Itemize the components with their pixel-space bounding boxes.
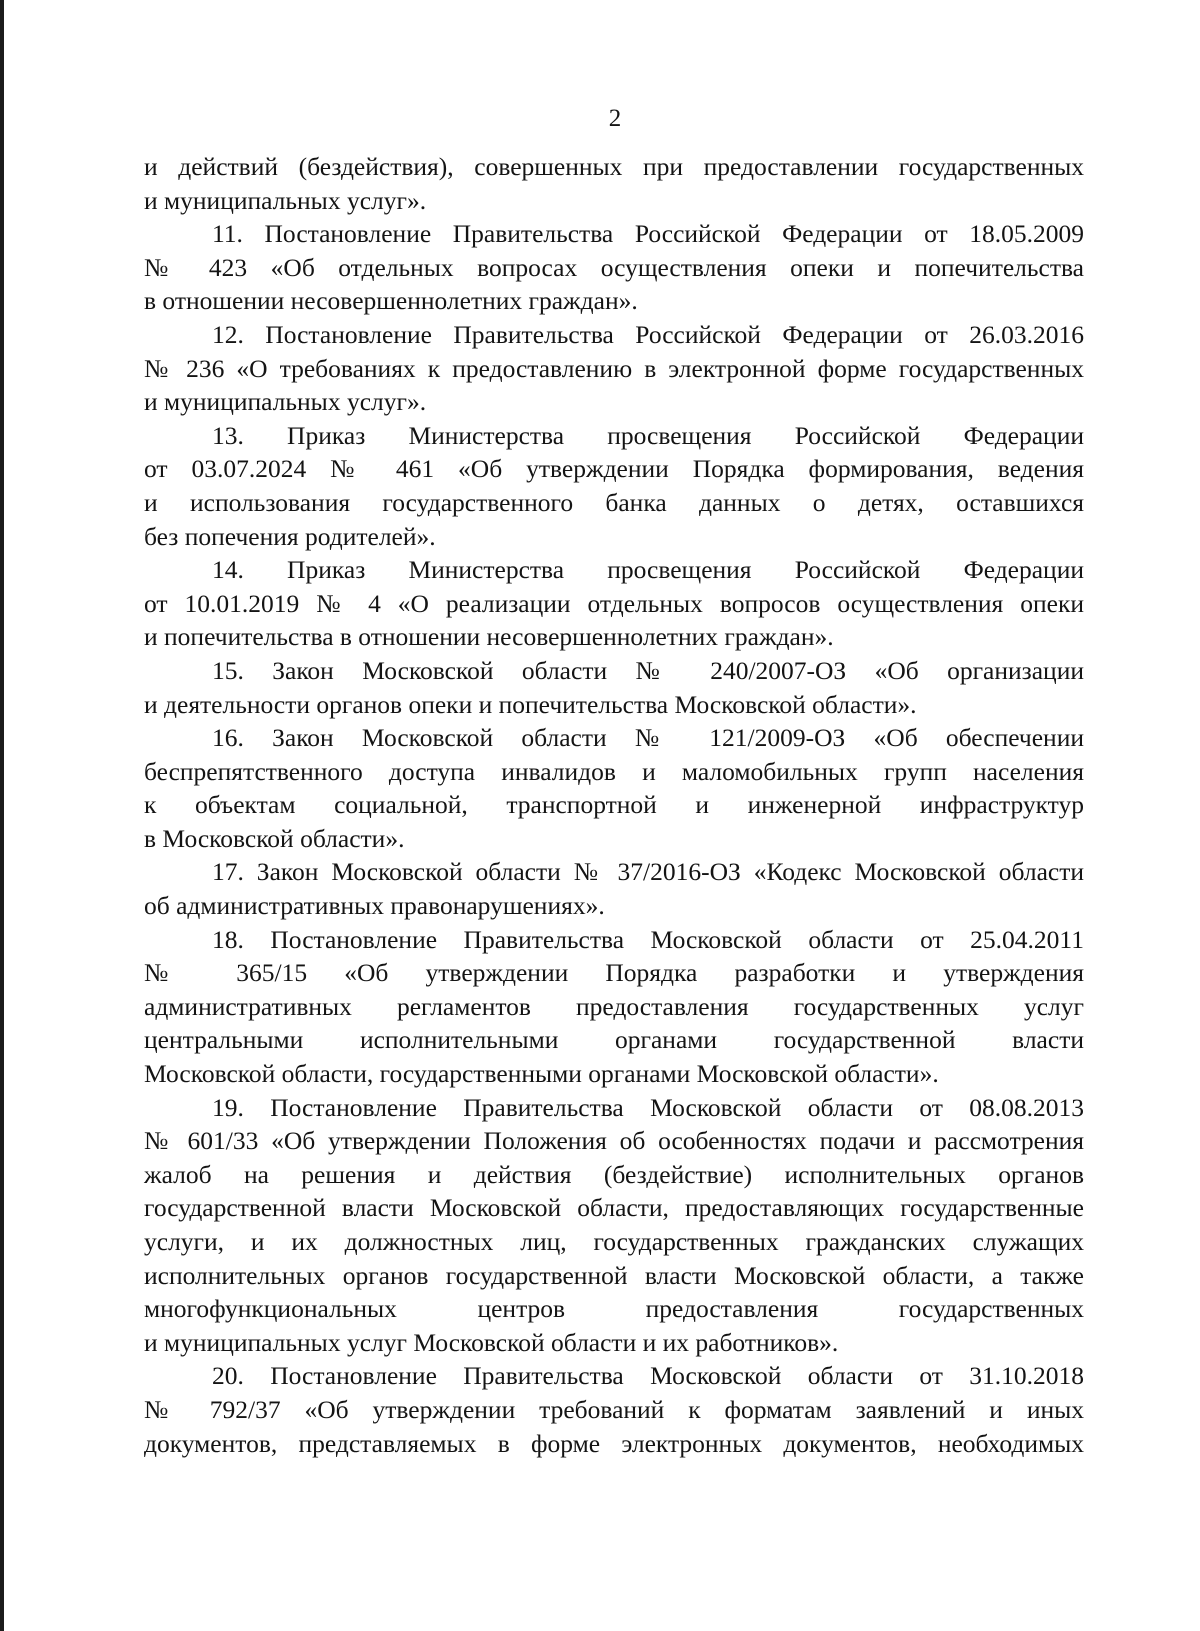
- text-line: 19. Постановление Правительства Московской области от 08.08.2013: [212, 1092, 1084, 1122]
- text-line: № 236 «О требованиях к предоставлению в электронной форме государственных: [144, 353, 1084, 383]
- text-line: 11. Постановление Правительства Российской Федерации от 18.05.2009: [212, 219, 1084, 249]
- text-line: № 365/15 «Об утверждении Порядка разработки и утверждения: [144, 958, 1084, 988]
- text-line: в отношении несовершеннолетних граждан».: [144, 286, 638, 316]
- text-line: и муниципальных услуг».: [144, 387, 427, 417]
- paragraph: [144, 318, 1084, 419]
- page-number: 2: [608, 105, 622, 132]
- text-line: исполнительных органов государственной власти Московской области, а также: [144, 1260, 1084, 1290]
- document-body: [144, 150, 1084, 1460]
- text-line: 16. Закон Московской области № 121/2009-ОЗ «Об обеспечении: [212, 723, 1084, 753]
- text-line: жалоб на решения и действия (бездействие) исполнительных органов: [144, 1159, 1084, 1189]
- paragraph: [144, 923, 1084, 1091]
- text-line: к объектам социальной, транспортной и инженерной инфраструктур: [144, 790, 1084, 820]
- text-line: центральными исполнительными органами государственной власти: [144, 1025, 1084, 1055]
- text-line: 15. Закон Московской области № 240/2007-ОЗ «Об организации: [212, 655, 1084, 685]
- paragraph: [144, 150, 1084, 217]
- text-line: беспрепятственного доступа инвалидов и маломобильных групп населения: [144, 756, 1084, 786]
- text-line: 13. Приказ Министерства просвещения Российской Федерации: [212, 420, 1084, 450]
- text-line: в Московской области».: [144, 823, 405, 853]
- paragraph: [144, 1091, 1084, 1360]
- text-line: № 792/37 «Об утверждении требований к форматам заявлений и иных: [144, 1394, 1084, 1424]
- text-line: об административных правонарушениях».: [144, 891, 605, 921]
- paragraph: [144, 553, 1084, 654]
- text-line: и использования государственного банка данных о детях, оставшихся: [144, 487, 1084, 517]
- text-line: 17. Закон Московской области № 37/2016-ОЗ «Кодекс Московской области: [212, 857, 1084, 887]
- paragraph: [144, 654, 1084, 721]
- text-line: административных регламентов предоставления государственных услуг: [144, 991, 1084, 1021]
- text-line: 14. Приказ Министерства просвещения Российской Федерации: [212, 555, 1084, 585]
- paragraph: [144, 217, 1084, 318]
- paragraph: [144, 721, 1084, 855]
- text-line: 18. Постановление Правительства Московской области от 25.04.2011: [212, 924, 1084, 954]
- text-line: 12. Постановление Правительства Российской Федерации от 26.03.2016: [212, 319, 1084, 349]
- text-line: и муниципальных услуг Московской области и их работников».: [144, 1327, 839, 1357]
- text-line: документов, представляемых в форме электронных документов, необходимых: [144, 1428, 1084, 1458]
- text-line: без попечения родителей».: [144, 521, 436, 551]
- paragraph: [144, 1359, 1084, 1460]
- text-line: многофункциональных центров предоставления государственных: [144, 1294, 1084, 1324]
- text-line: и деятельности органов опеки и попечительства Московской области».: [144, 689, 917, 719]
- text-line: от 03.07.2024 № 461 «Об утверждении Порядка формирования, ведения: [144, 454, 1084, 484]
- text-line: и действий (бездействия), совершенных при предоставлении государственных: [144, 152, 1084, 181]
- paragraph: [144, 419, 1084, 553]
- text-line: № 601/33 «Об утверждении Положения об особенностях подачи и рассмотрения: [144, 1126, 1084, 1156]
- text-line: Московской области, государственными органами Московской области».: [144, 1059, 939, 1089]
- text-line: услуги, и их должностных лиц, государственных гражданских служащих: [144, 1227, 1084, 1256]
- text-line: от 10.01.2019 № 4 «О реализации отдельных вопросов осуществления опеки: [144, 588, 1084, 618]
- scan-edge: [0, 0, 4, 1631]
- text-line: № 423 «Об отдельных вопросах осуществления опеки и попечительства: [144, 252, 1084, 282]
- paragraph: [144, 855, 1084, 922]
- text-line: и попечительства в отношении несовершеннолетних граждан».: [144, 622, 834, 652]
- text-line: 20. Постановление Правительства Московской области от 31.10.2018: [212, 1361, 1084, 1391]
- text-line: и муниципальных услуг».: [144, 185, 427, 215]
- text-line: государственной власти Московской области, предоставляющих государственные: [144, 1193, 1084, 1223]
